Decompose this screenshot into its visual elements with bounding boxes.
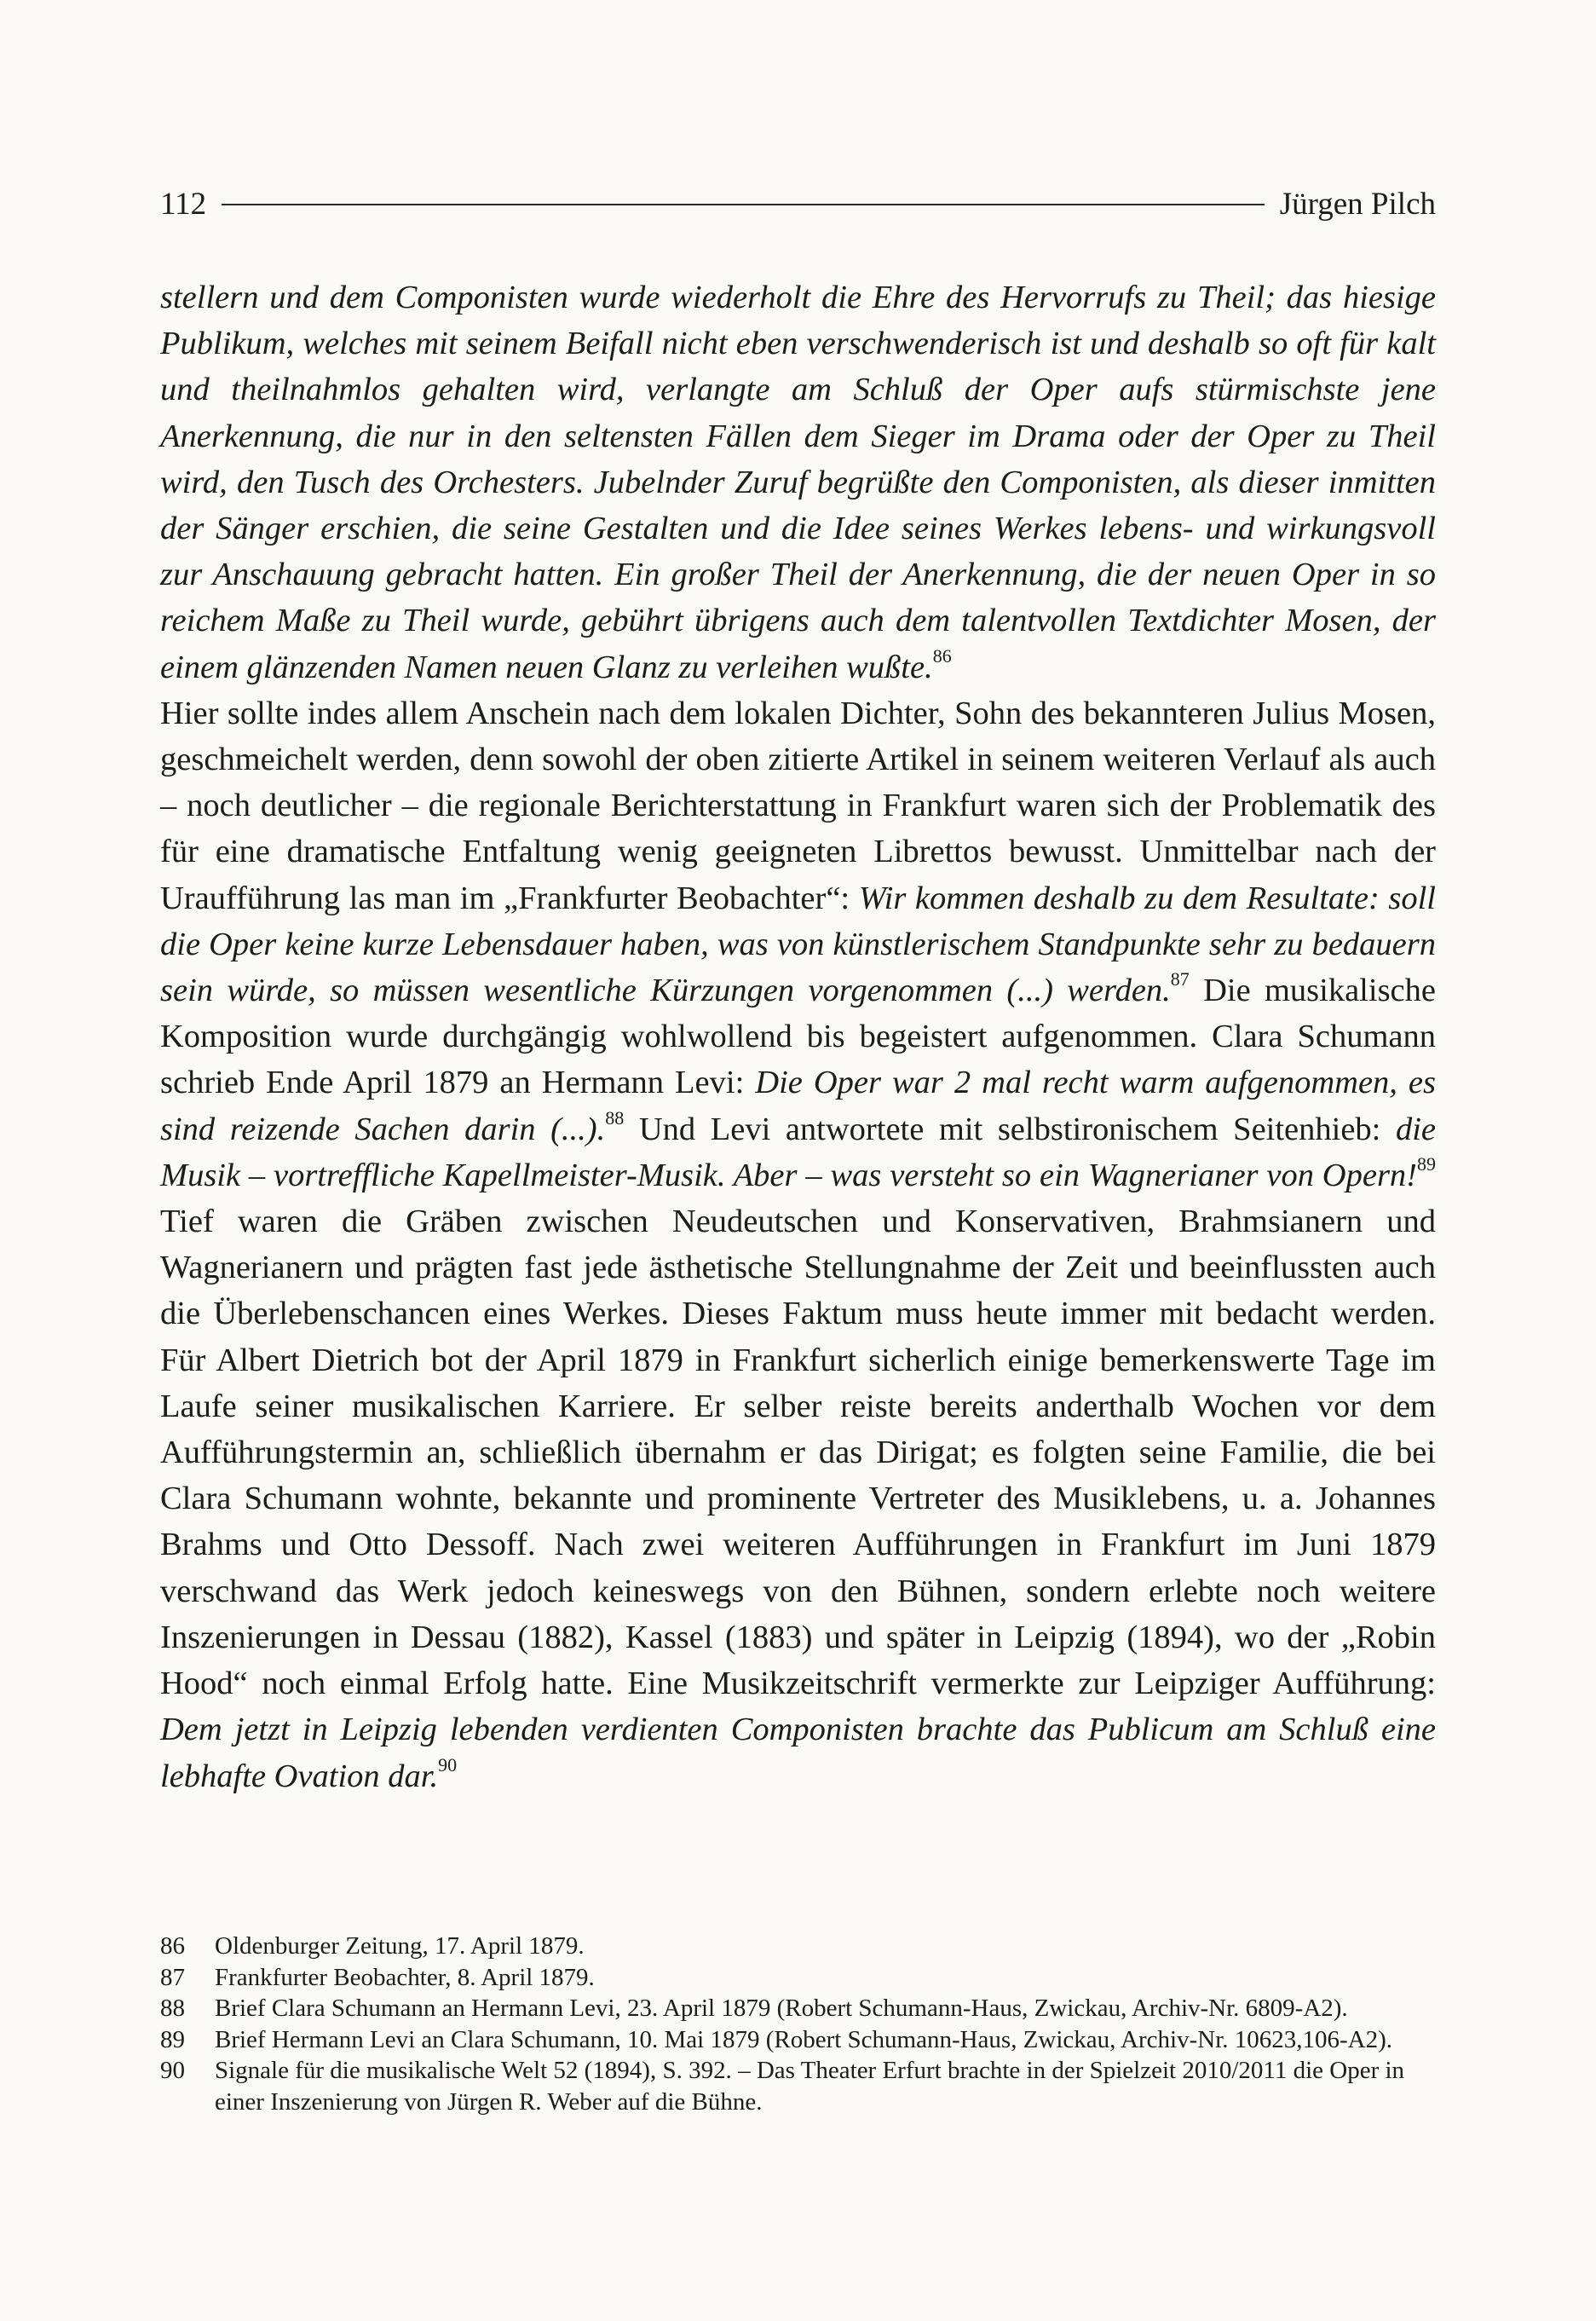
footnote-ref-86: 86 xyxy=(932,644,952,667)
footnote-text: Signale für die musikalische Welt 52 (1894), S. 392. – Das Theater Erfurt brachte in der Spielzeit 2010/2011 die Oper in einer Inszenierung von Jürgen R. Weber auf die Bühne. xyxy=(215,2057,1405,2116)
running-head-author: Jürgen Pilch xyxy=(1279,187,1436,222)
block-quote xyxy=(160,274,1436,690)
footnote xyxy=(160,1931,1436,1962)
footnote xyxy=(160,2055,1436,2117)
footnote-text: Oldenburger Zeitung, 17. April 1879. xyxy=(215,1932,585,1960)
footnote-ref-87: 87 xyxy=(1170,968,1190,990)
footnote-number: 89 xyxy=(160,2025,185,2053)
inline-quote-3: die Musik – vortreffliche Kapellmeister-Musik. Aber – was versteht so ein Wagnerianer von Opern! xyxy=(160,1111,1436,1193)
inline-quote-1: Wir kommen deshalb zu dem Resultate: soll die Oper keine kurze Lebensdauer haben, was von künstlerischem Standpunkte sehr zu bedauern sein würde, so müssen wesentliche Kürzungen vorgenommen (...) werden. xyxy=(160,880,1436,1009)
footnote-ref-88: 88 xyxy=(605,1106,625,1129)
body-paragraph xyxy=(160,690,1436,1799)
footnote xyxy=(160,1993,1436,2024)
footnote-number: 87 xyxy=(160,1963,185,1991)
main-text xyxy=(160,274,1436,1799)
footnote-ref-89: 89 xyxy=(1417,1153,1436,1175)
footnote-text: Frankfurter Beobachter, 8. April 1879. xyxy=(215,1963,595,1991)
footnote-text: Brief Clara Schumann an Hermann Levi, 23. April 1879 (Robert Schumann-Haus, Zwickau, Archiv-Nr. 6809-A2). xyxy=(215,1995,1348,2022)
footnote xyxy=(160,1962,1436,1994)
quote-text: stellern und dem Componisten wurde wiederholt die Ehre des Hervorrufs zu Theil; das hiesige Publikum, welches mit seinem Beifall nicht eben verschwenderisch ist und deshalb so oft für kalt und theilnahmlos gehalten wird, verlangte am Schluß der Oper aufs stürmischste jene Anerkennung, die nur in den seltensten Fällen dem Sieger im Drama oder der Oper zu Theil wird, den Tusch des Orchesters. Jubelnder Zuruf begrüßte den Componisten, als dieser inmitten der Sänger erschien, die seine Gestalten und die Idee seines Werkes lebens- und wirkungsvoll zur Anschauung gebracht hatten. Ein großer Theil der Anerkennung, die der neuen Oper in so reichem Maße zu Theil wurde, gebührt übrigens auch dem talentvollen Textdichter Mosen, der einem glänzenden Namen neuen Glanz zu verleihen wußte. xyxy=(160,280,1436,685)
header-rule xyxy=(222,204,1265,205)
body-text-4: Tief waren die Gräben zwischen Neudeutschen und Konservativen, Brahmsianern und Wagnerianern und prägten fast jede ästhetische Stellungnahme der Zeit und beeinflussten auch die Überlebenschancen eines Werkes. Dieses Faktum muss heute immer mit bedacht werden. Für Albert Dietrich bot der April 1879 in Frankfurt sicherlich einige bemerkenswerte Tage im Laufe seiner musikalischen Karriere. Er selber reiste bereits anderthalb Wochen vor dem Aufführungstermin an, schließlich übernahm er das Dirigat; es folgten seine Familie, die bei Clara Schumann wohnte, bekannte und prominente Vertreter des Musiklebens, u. a. Johannes Brahms und Otto Dessoff. Nach zwei weiteren Aufführungen in Frankfurt im Juni 1879 verschwand das Werk jedoch keineswegs von den Bühnen, sondern erlebte noch weitere Inszenierungen in Dessau (1882), Kassel (1883) und später in Leipzig (1894), wo der „Robin Hood“ noch einmal Erfolg hatte. Eine Musikzeitschrift vermerkte zur Leipziger Aufführung: xyxy=(160,1204,1436,1702)
footnote-text: Brief Hermann Levi an Clara Schumann, 10. Mai 1879 (Robert Schumann-Haus, Zwickau, Archiv-Nr. 10623,106-A2). xyxy=(215,2025,1393,2053)
footnote-ref-90: 90 xyxy=(438,1753,458,1775)
page-number: 112 xyxy=(160,187,207,222)
body-text-1: Hier sollte indes allem Anschein nach dem lokalen Dichter, Sohn des bekannteren Julius Mosen, geschmeichelt werden, denn sowohl der oben zitierte Artikel in seinem weiteren Verlauf als auch – noch deutlicher – die regionale Berichterstattung in Frankfurt waren sich der Problematik des für eine dramatische Entfaltung wenig geeigneten Librettos bewusst. Unmittelbar nach der Uraufführung las man im „Frankfurter Beobachter“: xyxy=(160,695,1436,916)
footnote-number: 90 xyxy=(160,2057,185,2084)
footnote-number: 86 xyxy=(160,1932,185,1960)
body-text-2: Die musikalische Komposition wurde durchgängig wohlwollend bis begeistert aufgenommen. Clara Schumann schrieb Ende April 1879 an Hermann Levi: xyxy=(160,973,1436,1101)
inline-quote-2: Die Oper war 2 mal recht warm aufgenommen, es sind reizende Sachen darin (...). xyxy=(160,1065,1436,1147)
body-text-3: Und Levi antwortete mit selbstironischem Seitenhieb: xyxy=(624,1111,1396,1147)
footnotes xyxy=(160,1931,1436,2117)
footnote xyxy=(160,2024,1436,2056)
footnote-number: 88 xyxy=(160,1995,185,2022)
inline-quote-4: Dem jetzt in Leipzig lebenden verdienten Componisten brachte das Publicum am Schluß eine lebhafte Ovation dar. xyxy=(160,1712,1436,1794)
running-header xyxy=(160,186,1436,222)
